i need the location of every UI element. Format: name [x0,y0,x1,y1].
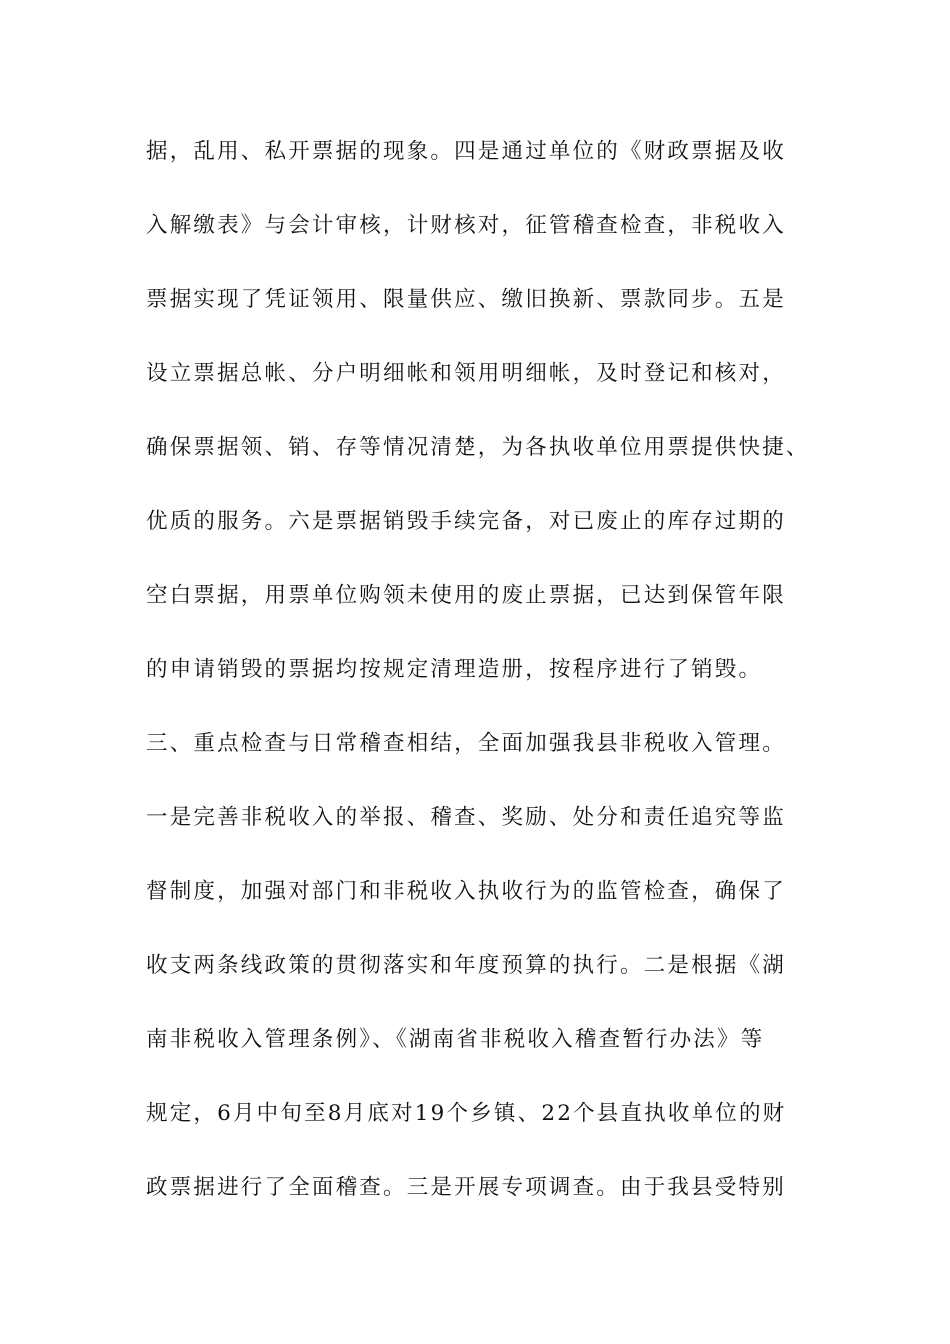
text-line-8: 的申请销毁的票据均按规定清理造册，按程序进行了销毁。 [146,657,763,682]
text-line-3: 票据实现了凭证领用、限量供应、缴旧换新、票款同步。五是 [146,287,786,312]
text-line-6: 优质的服务。六是票据销毁手续完备，对已废止的库存过期的 [146,509,786,534]
section-heading: 三、重点检查与日常稽查相结，全面加强我县非税收入管理。 [146,731,786,756]
text-line-7: 空白票据，用票单位购领未使用的废止票据，已达到保管年限 [146,583,786,608]
text-line-4: 设立票据总帐、分户明细帐和领用明细帐，及时登记和核对， [146,361,786,386]
text-line-11: 督制度，加强对部门和非税收入执收行为的监管检查，确保了 [146,879,786,904]
text-line-15: 政票据进行了全面稽查。三是开展专项调查。由于我县受特别 [146,1175,786,1200]
text-line-5: 确保票据领、销、存等情况清楚，为各执收单位用票提供快捷、 [146,435,810,460]
text-line-14: 规定，6月中旬至8月底对19个乡镇、22个县直执收单位的财 [146,1101,787,1126]
text-line-13: 南非税收入管理条例》、《湖南省非税收入稽查暂行办法》等 [146,1027,765,1052]
text-line-2: 入解缴表》与会计审核，计财核对，征管稽查检查，非税收入 [146,213,786,238]
text-line-10: 一是完善非税收入的举报、稽查、奖励、处分和责任追究等监 [146,805,786,830]
text-line-12: 收支两条线政策的贯彻落实和年度预算的执行。二是根据《湖 [146,953,786,978]
text-line-1: 据，乱用、私开票据的现象。四是通过单位的《财政票据及收 [146,139,786,164]
